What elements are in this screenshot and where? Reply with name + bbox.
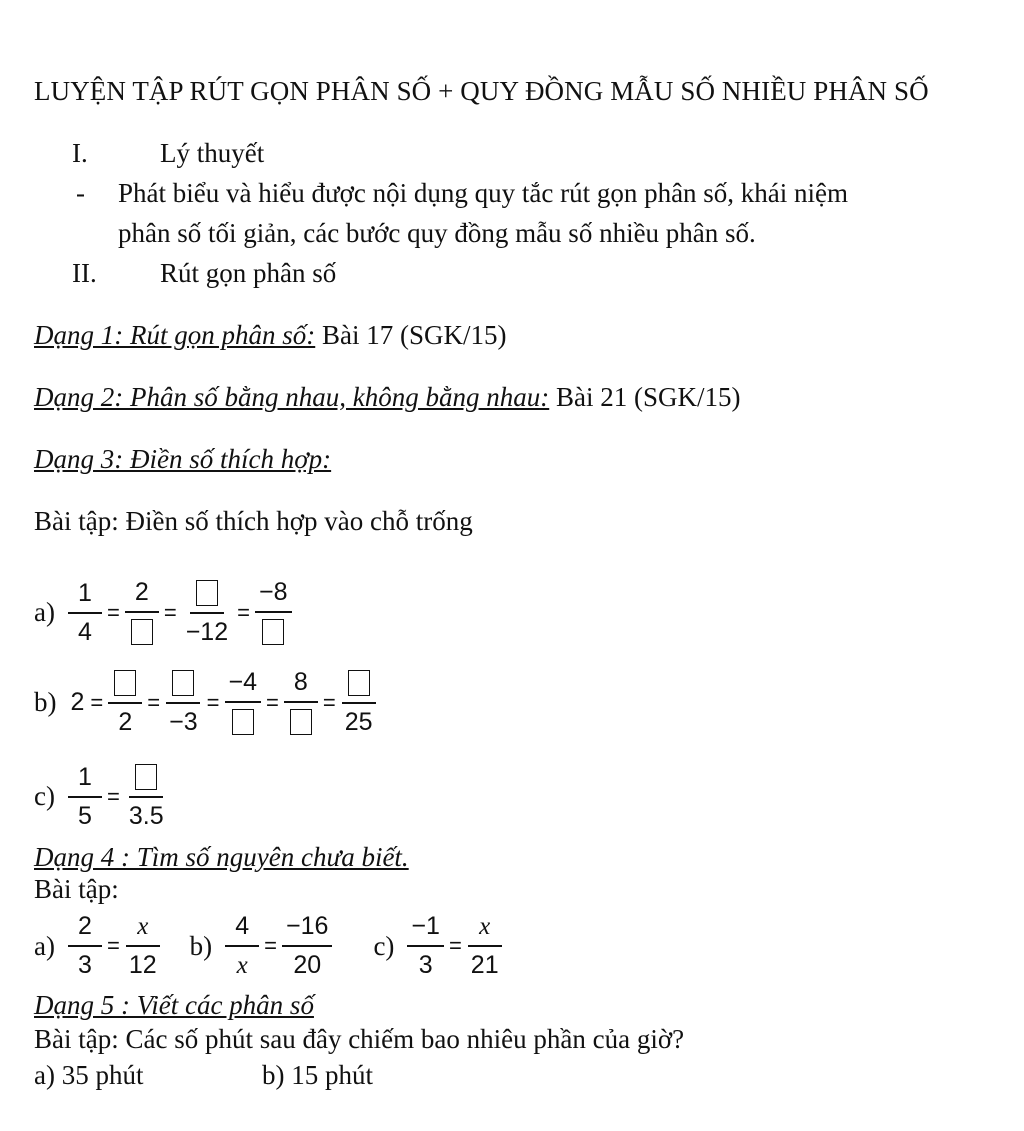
section-2-number: II.: [72, 258, 97, 288]
dang-5-heading: Dạng 5 : Viết các phân số: [34, 990, 314, 1020]
blank-box: [262, 619, 284, 645]
fraction: $\frac{x}{12}$: [125, 914, 161, 978]
fraction: $\frac{-1}{3}$: [407, 914, 444, 978]
bullet-dash: -: [76, 178, 85, 208]
blank-box: [196, 580, 218, 606]
fraction: 2: [125, 580, 159, 645]
dang-5-task: Bài tập: Các số phút sau đây chiếm bao nhiêu phần của giờ?: [34, 1024, 685, 1054]
fraction: −4: [225, 670, 262, 735]
fraction: $\frac{1}{5}$: [68, 765, 102, 829]
dang-3-task: Bài tập: Điền số thích hợp vào chỗ trống: [34, 506, 473, 536]
whole-number: 2: [70, 688, 85, 717]
bullet-line-1: Phát biểu và hiểu được nội dụng quy tắc rút gọn phân số, khái niệm: [118, 178, 849, 208]
blank-box: [172, 670, 194, 696]
dang-5-option-a: a) 35 phút: [34, 1060, 144, 1090]
section-2-label: Rút gọn phân số: [160, 258, 337, 288]
exercise-3a: a) $\frac{1}{4}$ = 2 = −12 = −8: [34, 580, 295, 645]
dang-4-heading: Dạng 4 : Tìm số nguyên chưa biết.: [34, 842, 409, 872]
dang-1-heading: Dạng 1: Rút gọn phân số:: [34, 320, 316, 350]
fraction: −8: [255, 580, 292, 645]
exercise-label: b): [34, 687, 57, 718]
fraction: $\frac{1}{4}$: [68, 581, 102, 645]
blank-box: [135, 764, 157, 790]
fraction: $\frac{-16}{20}$: [282, 914, 332, 978]
blank-box: [114, 670, 136, 696]
bullet-line-2: phân số tối giản, các bước quy đồng mẫu số nhiều phân số.: [118, 218, 756, 248]
exercise-label: a): [34, 930, 55, 961]
blank-box: [290, 709, 312, 735]
blank-box: [232, 709, 254, 735]
document-title: LUYỆN TẬP RÚT GỌN PHÂN SỐ + QUY ĐỒNG MẪU SỐ NHIỀU PHÂN SỐ: [34, 76, 929, 106]
dang-2-ref: Bài 21 (SGK/15): [549, 382, 741, 412]
fraction: $\frac{x}{21}$: [467, 914, 503, 978]
exercise-4-row: a) $\frac{2}{3}$ = $\frac{x}{12}$ b) $\frac{4}{x}$ = $\frac{-16}{20}$ c) $\frac{-1}{3}$ = $\frac{x}{21}$: [34, 914, 506, 978]
fraction: −3: [165, 670, 202, 735]
blank-box: [348, 670, 370, 696]
section-1-number: I.: [72, 138, 88, 168]
dang-3-heading: Dạng 3: Điền số thích hợp:: [34, 444, 332, 474]
dang-2-heading: Dạng 2: Phân số bằng nhau, không bằng nhau:: [34, 382, 550, 412]
fraction: $\frac{2}{3}$: [68, 914, 102, 978]
exercise-3b: b) 2 = 2 = −3 = −4 = 8 = 25: [34, 670, 380, 735]
fraction: 2: [108, 670, 142, 735]
fraction: −12: [182, 580, 232, 645]
dang-1-ref: Bài 17 (SGK/15): [315, 320, 507, 350]
exercise-label: b): [189, 930, 213, 961]
fraction: $\frac{4}{x}$: [225, 914, 259, 978]
exercise-label: c): [34, 781, 55, 812]
fraction: 25: [341, 670, 377, 735]
dang-5-option-b: b) 15 phút: [262, 1060, 373, 1090]
dang-4-task: Bài tập:: [34, 874, 119, 904]
dang-2-line: [34, 382, 740, 413]
exercise-label: c): [373, 930, 395, 961]
blank-box: [131, 619, 153, 645]
fraction: 8: [284, 670, 318, 735]
section-1-label: Lý thuyết: [160, 138, 265, 168]
exercise-label: a): [34, 597, 55, 628]
exercise-3c: c) $\frac{1}{5}$ = 3.5: [34, 764, 171, 829]
dang-1-line: [34, 320, 506, 351]
fraction: 3.5: [125, 764, 168, 829]
